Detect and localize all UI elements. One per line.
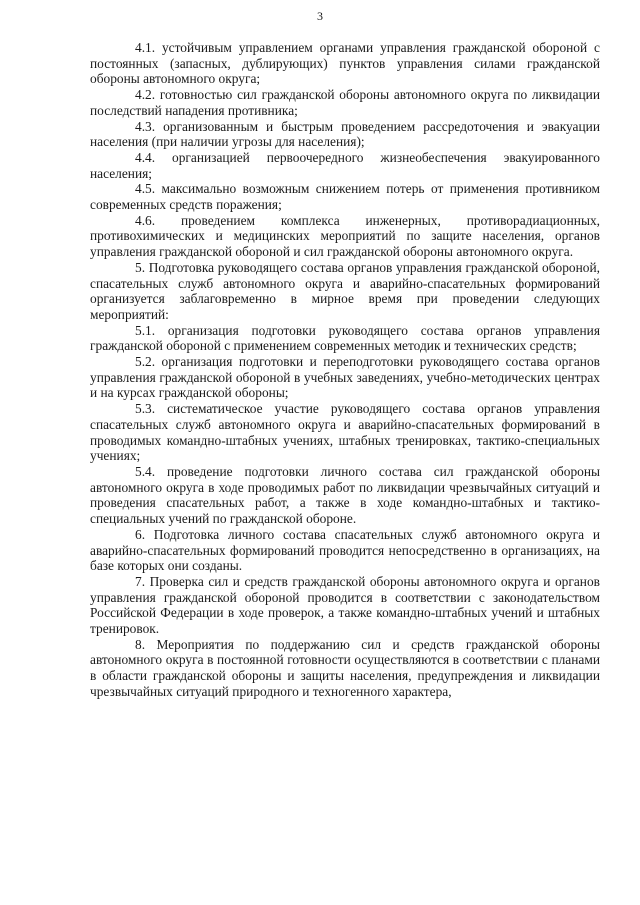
paragraph-5-2: 5.2. организация подготовки и переподготовки руководящего состава органов управления гражданской обороной в учебных заведениях, учебно-методических центрах и на курсах гражданской обороны; — [90, 354, 600, 401]
paragraph-5-4: 5.4. проведение подготовки личного состава сил гражданской обороны автономного округа в ходе проводимых работ по ликвидации чрезвычайных ситуаций и проведения спасательных работ, а также в ходе командно-штабных и тактико-специальных учений по гражданской обороне. — [90, 463, 600, 527]
paragraph-4-2: 4.2. готовностью сил гражданской обороны автономного округа по ликвидации последствий нападения противника; — [90, 87, 600, 118]
page-number: 3 — [317, 9, 323, 23]
paragraph-5-3: 5.3. систематическое участие руководящего состава органов управления спасательных служб автономного округа и аварийно-спасательных формирований в проводимых командно-штабных учениях, штабных тренировках, тактико-специальных учениях; — [90, 401, 600, 464]
paragraph-4-4: 4.4. организацией первоочередного жизнеобеспечения эвакуированного населения; — [90, 149, 600, 181]
paragraph-5-1: 5.1. организация подготовки руководящего состава органов управления гражданской обороной с применением современных методик и технических средств; — [90, 322, 600, 354]
paragraph-4-3: 4.3. организованным и быстрым проведением рассредоточения и эвакуации населения (при наличии угрозы для населения); — [90, 118, 600, 150]
document-body — [90, 40, 600, 700]
paragraph-4-6: 4.6. проведением комплекса инженерных, противорадиационных, противохимических и медицинских мероприятий по защите населения, органов управления гражданской обороной и сил гражданской обороны автономного округа. — [90, 212, 600, 260]
paragraph-5: 5. Подготовка руководящего состава органов управления гражданской обороной, спасательных служб автономного округа и аварийно-спасательных формирований организуется заблаговременно в мирное время при проведении следующих мероприятий: — [90, 259, 600, 322]
paragraph-4-1: 4.1. устойчивым управлением органами управления гражданской обороной с постоянных (запасных, дублирующих) пунктов управления силами гражданской обороны автономного округа; — [90, 40, 600, 87]
paragraph-6: 6. Подготовка личного состава спасательных служб автономного округа и аварийно-спасательных формирований проводится непосредственно в организациях, на базе которых они созданы. — [90, 526, 600, 574]
paragraph-8: 8. Мероприятия по поддержанию сил и средств гражданской обороны автономного округа в постоянной готовности осуществляются в соответствии с планами в области гражданской обороны и защиты населения, предупреждения и ликвидации чрезвычайных ситуаций природного и техногенного характера, — [90, 636, 600, 699]
paragraph-4-5: 4.5. максимально возможным снижением потерь от применения противником современных средств поражения; — [90, 181, 600, 213]
paragraph-7: 7. Проверка сил и средств гражданской обороны автономного округа и органов управления гражданской обороной проводится в соответствии с законодательством Российской Федерации в ходе проверок, а также командно-штабных учений и штабных тренировок. — [90, 573, 600, 637]
